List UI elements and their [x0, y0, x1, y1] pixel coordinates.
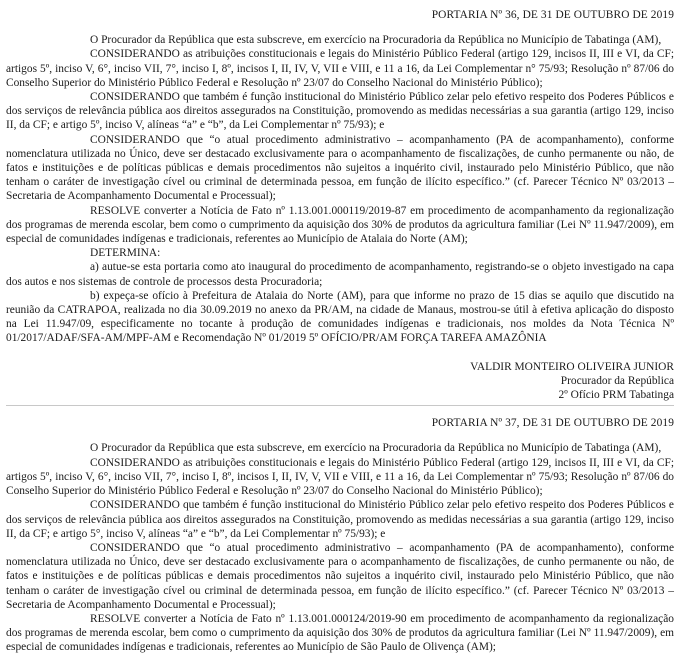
- signature-block: [6, 360, 674, 403]
- portaria-36: [6, 0, 674, 402]
- paragraph-considerando-1: CONSIDERANDO as atribuições constitucionais e legais do Ministério Público Federal (artigo 129, incisos II, III e VI, da CF; artigos 5º, inciso V, 6°, inciso VII, 7°, inciso I, 8º, incisos I, II, IV, V, VII e VIII, e 11 a 16, da Lei Complementar nº 75/93; Resolução nº 87/06 do Conselho Superior do Ministério Público Federal e Resolução nº 23/07 do Conselho Nacional do Ministério Público);: [6, 456, 674, 498]
- paragraph-considerando-3: CONSIDERANDO que “o atual procedimento administrativo – acompanhamento (PA de acompanhamento), conforme nomenclatura utilizada no Único, deve ser destacado exclusivamente para o acompanhamento de fiscalizações, de cunho permanente ou não, de fatos e instituições e de políticas públicas e demais procedimentos não sujeitos a inquérito civil, instaurado pelo Ministério Público, que não tenham o caráter de investigação cível ou criminal de determinada pessoa, em função de ilícito específico.” (cf. Parecer Técnico Nº 03/2013 – Secretaria de Acompanhamento Documental e Processual);: [6, 541, 674, 611]
- paragraph-considerando-1: CONSIDERANDO as atribuições constitucionais e legais do Ministério Público Federal (artigo 129, incisos II, III e VI, da CF; artigos 5º, inciso V, 6°, inciso VII, 7°, inciso I, 8º, incisos I, II, IV, V, VII e VIII, e 11 a 16, da Lei Complementar n° 75/93; Resolução nº 87/06 do Conselho Superior do Ministério Público Federal e Resolução nº 23/07 do Conselho Nacional do Ministério Público);: [6, 48, 674, 89]
- portaria-37: [6, 416, 674, 654]
- portaria-title: PORTARIA Nº 36, DE 31 DE OUTUBRO DE 2019: [431, 9, 674, 21]
- paragraph-intro: O Procurador da República que esta subscreve, em exercício na Procuradoria da República no Município de Tabatinga (AM),: [90, 442, 662, 455]
- paragraph-resolve: RESOLVE converter a Notícia de Fato nº 1.13.001.000124/2019-90 em procedimento de acompanhamento da regionalização dos programas de merenda escolar, bem como o cumprimento da aquisição dos 30% de produtos da agricultura familiar (Lei Nº 11.947/2009), em especial de comunidades indígenas e tradicionais, referentes ao Município de São Paulo de Olivença (AM);: [6, 612, 674, 654]
- paragraph-considerando-2: CONSIDERANDO que também é função institucional do Ministério Público zelar pelo efetivo respeito dos Poderes Públicos e dos serviços de relevância pública aos direitos assegurados na Constituição, promovendo as medidas necessárias a sua garantia (artigo 129, inciso II, da CF; e artigo 5°, inciso V, alíneas “a” e “b”, da Lei Complementar nº 75/93); e: [6, 499, 674, 540]
- paragraph-item-a: a) autue-se esta portaria como ato inaugural do procedimento de acompanhamento, registrando-se o objeto investigado na capa dos autos e nos sistemas de controle de processos desta Procuradoria;: [6, 261, 674, 288]
- paragraph-determina: DETERMINA:: [90, 247, 161, 260]
- signature-role: Procurador da República: [560, 374, 674, 387]
- paragraph-resolve: RESOLVE converter a Notícia de Fato nº 1.13.001.000119/2019-87 em procedimento de acompanhamento da regionalização dos programas de merenda escolar, bem como o cumprimento da aquisição dos 30% de produtos da agricultura familiar (Lei Nº 11.947/2009), em especial de comunidades indígenas e tradicionais, referentes ao Município de Atalaia do Norte (AM);: [6, 204, 674, 246]
- section-divider: [6, 405, 674, 406]
- signature-name: VALDIR MONTEIRO OLIVEIRA JUNIOR: [470, 360, 674, 373]
- portaria-title: PORTARIA Nº 37, DE 31 DE OUTUBRO DE 2019: [431, 417, 674, 430]
- paragraph-intro: O Procurador da República que esta subscreve, em exercício na Procuradoria da República no Município de Tabatinga (AM),: [90, 34, 662, 47]
- paragraph-considerando-2: CONSIDERANDO que também é função institucional do Ministério Público zelar pelo efetivo respeito dos Poderes Públicos e dos serviços de relevância pública aos direitos assegurados na Constituição, promovendo as medidas necessárias a sua garantia (artigo 129, inciso II, da CF; e artigo 5º, inciso V, alíneas “a” e “b”, da Lei Complementar nº 75/93); e: [6, 91, 674, 132]
- paragraph-item-b: b) expeça-se ofício à Prefeitura de Atalaia do Norte (AM), para que informe no prazo de 15 dias se aquilo que discutido na reunião da CATRAPOA, realizada no dia 30.09.2019 no anexo da PR/AM, na cidade de Manaus, mostrou-se útil à efetiva aplicação do disposto na Lei 11.947/09, especificamente no tocante à produção de comunidades indígenas e tradicionais, nos moldes da Nota Técnica Nº 01/2017/ADAF/SFA-AM/MPF-AM e Recomendação Nº 01/2019 5º OFÍCIO/PR/AM FORÇA TAREFA AMAZÔNIA: [6, 289, 674, 345]
- paragraph-considerando-3: CONSIDERANDO que “o atual procedimento administrativo – acompanhamento (PA de acompanhamento), conforme nomenclatura utilizada no Único, deve ser destacado exclusivamente para o acompanhamento de fiscalizações, de cunho permanente ou não, de fatos e instituições e de políticas públicas e demais procedimentos não sujeitos a inquérito civil, instaurado pelo Ministério Público, que não tenham o caráter de investigação cível ou criminal de determinada pessoa, em função de ilícito específico.” (cf. Parecer Técnico Nº 03/2013 – Secretaria de Acompanhamento Documental e Processual);: [6, 133, 674, 203]
- signature-office: 2º Ofício PRM Tabatinga: [558, 389, 674, 402]
